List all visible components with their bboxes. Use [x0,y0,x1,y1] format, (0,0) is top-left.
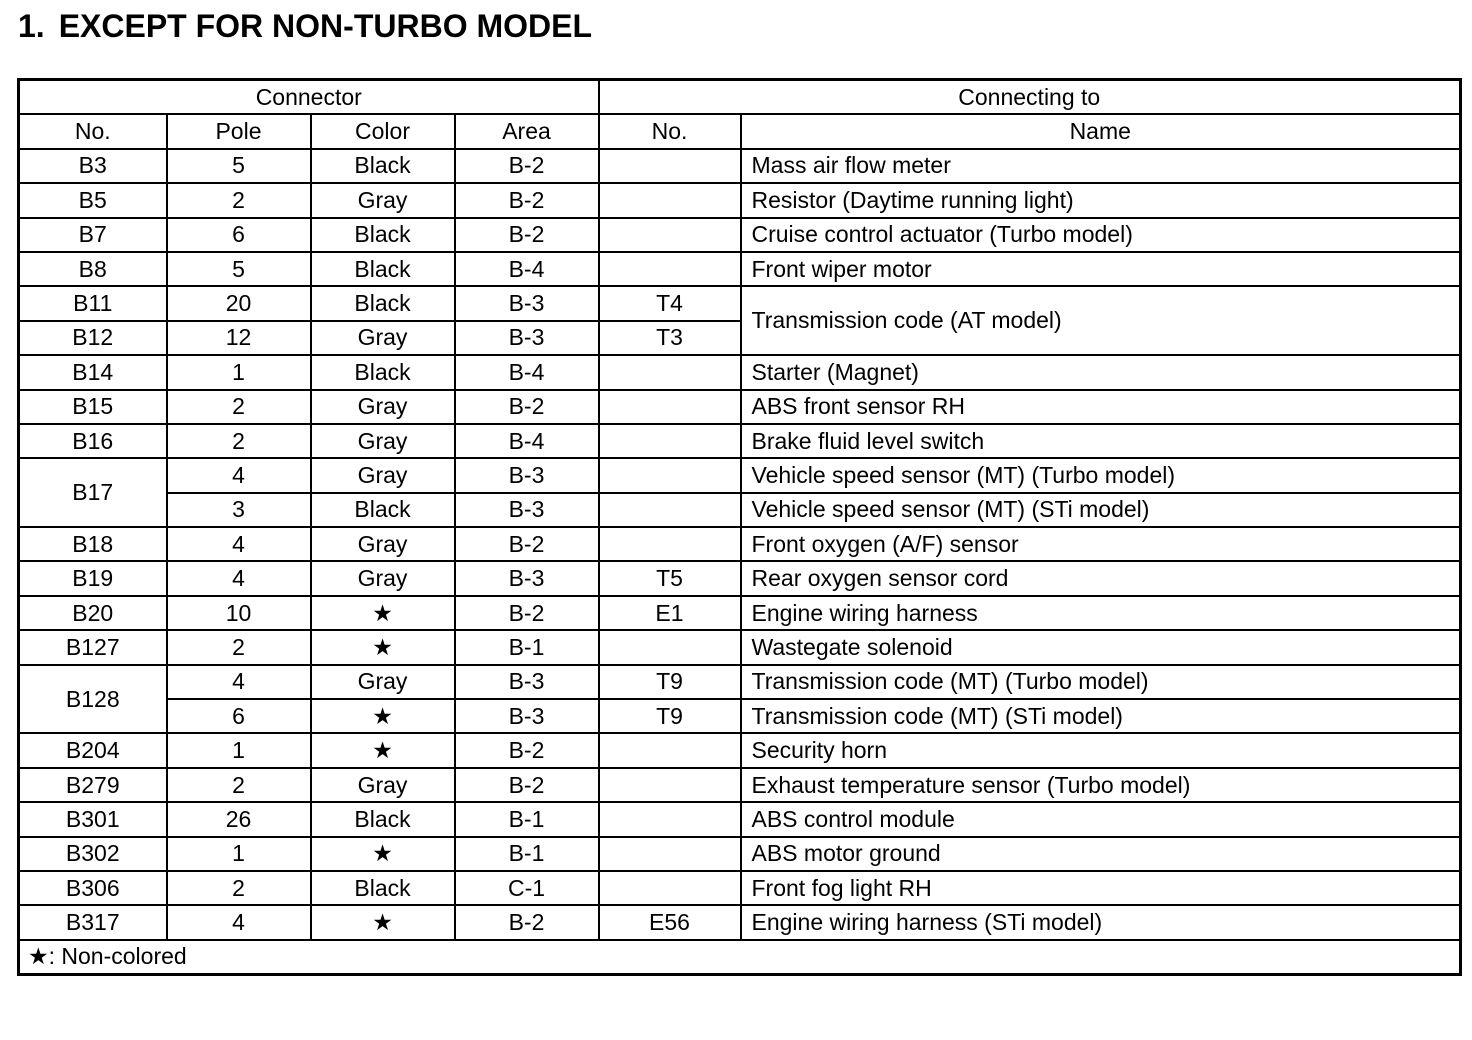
cell-no: B301 [19,802,167,836]
table-row [19,630,1461,664]
table-row [19,493,1461,527]
cell-pole: 4 [167,561,311,595]
cell-pole: 1 [167,837,311,871]
cell-no: B306 [19,871,167,905]
cell-to-no: T9 [599,665,741,699]
cell-area: B-4 [455,424,599,458]
cell-color: Gray [311,665,455,699]
cell-pole: 4 [167,458,311,492]
cell-pole: 2 [167,424,311,458]
table-row [19,802,1461,836]
cell-area: B-3 [455,321,599,355]
cell-pole: 5 [167,149,311,183]
cell-area: B-3 [455,458,599,492]
cell-name: Front fog light RH [741,871,1461,905]
cell-name: Vehicle speed sensor (MT) (Turbo model) [741,458,1461,492]
cell-name: Front oxygen (A/F) sensor [741,527,1461,561]
column-header-row [19,114,1461,148]
cell-to-no [599,768,741,802]
cell-color: Black [311,355,455,389]
cell-name: Mass air flow meter [741,149,1461,183]
cell-color: Black [311,802,455,836]
cell-pole: 6 [167,218,311,252]
cell-color: ★ [311,905,455,939]
group-header-connecting-to: Connecting to [599,80,1461,115]
cell-no: B16 [19,424,167,458]
cell-name: ABS motor ground [741,837,1461,871]
cell-pole: 6 [167,699,311,733]
table-row [19,905,1461,939]
cell-name: Security horn [741,733,1461,767]
cell-no: B11 [19,286,167,320]
cell-to-no [599,802,741,836]
table-row [19,218,1461,252]
column-header-name: Name [741,114,1461,148]
cell-area: B-2 [455,905,599,939]
cell-to-no [599,837,741,871]
cell-no: B8 [19,252,167,286]
table-row [19,286,1461,320]
cell-area: B-3 [455,699,599,733]
table-row [19,424,1461,458]
column-header-to-no: No. [599,114,741,148]
cell-pole: 1 [167,355,311,389]
cell-to-no: E1 [599,596,741,630]
footnote-row [19,940,1461,975]
cell-name: Rear oxygen sensor cord [741,561,1461,595]
cell-area: B-4 [455,355,599,389]
table-row [19,252,1461,286]
cell-no: B317 [19,905,167,939]
cell-pole: 5 [167,252,311,286]
table-row [19,699,1461,733]
cell-pole: 4 [167,905,311,939]
cell-pole: 4 [167,665,311,699]
cell-area: B-3 [455,286,599,320]
cell-area: B-2 [455,596,599,630]
cell-to-no [599,183,741,217]
cell-color: Gray [311,768,455,802]
cell-area: B-3 [455,561,599,595]
cell-color: Black [311,252,455,286]
cell-to-no [599,733,741,767]
cell-pole: 2 [167,871,311,905]
cell-area: B-1 [455,802,599,836]
cell-to-no [599,252,741,286]
cell-area: C-1 [455,871,599,905]
table-row [19,458,1461,492]
cell-to-no [599,149,741,183]
cell-color: Gray [311,561,455,595]
cell-area: B-2 [455,527,599,561]
cell-no: B279 [19,768,167,802]
cell-area: B-4 [455,252,599,286]
cell-color: Gray [311,424,455,458]
cell-pole: 1 [167,733,311,767]
cell-color: ★ [311,630,455,664]
cell-pole: 12 [167,321,311,355]
cell-no: B127 [19,630,167,664]
cell-to-no: T3 [599,321,741,355]
cell-to-no [599,630,741,664]
table-row [19,561,1461,595]
cell-no: B14 [19,355,167,389]
cell-no: B20 [19,596,167,630]
table-row [19,871,1461,905]
column-header-color: Color [311,114,455,148]
cell-area: B-2 [455,218,599,252]
cell-to-no: T4 [599,286,741,320]
column-header-area: Area [455,114,599,148]
cell-no: B128 [19,665,167,734]
cell-color: Gray [311,183,455,217]
cell-area: B-3 [455,665,599,699]
cell-to-no: T9 [599,699,741,733]
cell-name: Cruise control actuator (Turbo model) [741,218,1461,252]
cell-to-no: E56 [599,905,741,939]
cell-name: Resistor (Daytime running light) [741,183,1461,217]
cell-to-no [599,527,741,561]
cell-to-no: T5 [599,561,741,595]
cell-name: ABS front sensor RH [741,390,1461,424]
cell-name: Starter (Magnet) [741,355,1461,389]
cell-color: Black [311,149,455,183]
cell-pole: 20 [167,286,311,320]
cell-area: B-2 [455,768,599,802]
cell-name: Transmission code (MT) (Turbo model) [741,665,1461,699]
cell-color: Gray [311,527,455,561]
cell-pole: 10 [167,596,311,630]
cell-name: Engine wiring harness (STi model) [741,905,1461,939]
cell-to-no [599,458,741,492]
cell-pole: 2 [167,183,311,217]
cell-no: B15 [19,390,167,424]
cell-color: ★ [311,733,455,767]
cell-no: B19 [19,561,167,595]
group-header-row [19,80,1461,115]
cell-color: Black [311,286,455,320]
cell-color: ★ [311,596,455,630]
cell-no: B302 [19,837,167,871]
cell-color: Black [311,218,455,252]
cell-name: Exhaust temperature sensor (Turbo model) [741,768,1461,802]
cell-area: B-2 [455,733,599,767]
table-row [19,596,1461,630]
cell-no: B7 [19,218,167,252]
section-number: 1. [18,8,45,44]
cell-color: Gray [311,321,455,355]
cell-area: B-1 [455,630,599,664]
cell-name: Wastegate solenoid [741,630,1461,664]
cell-to-no [599,218,741,252]
cell-area: B-3 [455,493,599,527]
section-title: EXCEPT FOR NON-TURBO MODEL [58,8,593,44]
cell-to-no [599,493,741,527]
cell-name: Brake fluid level switch [741,424,1461,458]
cell-no: B5 [19,183,167,217]
cell-color: Black [311,871,455,905]
column-header-no: No. [19,114,167,148]
cell-pole: 2 [167,390,311,424]
cell-area: B-1 [455,837,599,871]
cell-no: B17 [19,458,167,527]
cell-pole: 3 [167,493,311,527]
cell-name: ABS control module [741,802,1461,836]
cell-to-no [599,390,741,424]
connector-table [17,78,1462,976]
cell-color: ★ [311,837,455,871]
table-row [19,390,1461,424]
table-row [19,837,1461,871]
section-heading [18,8,592,45]
column-header-pole: Pole [167,114,311,148]
cell-to-no [599,871,741,905]
cell-no: B204 [19,733,167,767]
cell-area: B-2 [455,149,599,183]
cell-name: Vehicle speed sensor (MT) (STi model) [741,493,1461,527]
cell-area: B-2 [455,390,599,424]
cell-no: B3 [19,149,167,183]
cell-no: B12 [19,321,167,355]
cell-to-no [599,424,741,458]
footnote: ★: Non-colored [19,940,1461,975]
table-row [19,527,1461,561]
cell-color: Black [311,493,455,527]
table-row [19,149,1461,183]
table-row [19,665,1461,699]
cell-color: ★ [311,699,455,733]
cell-color: Gray [311,458,455,492]
cell-name: Engine wiring harness [741,596,1461,630]
cell-name: Transmission code (AT model) [741,286,1461,355]
table-row [19,768,1461,802]
cell-to-no [599,355,741,389]
table-row [19,733,1461,767]
cell-pole: 26 [167,802,311,836]
cell-no: B18 [19,527,167,561]
cell-name: Transmission code (MT) (STi model) [741,699,1461,733]
table-row [19,355,1461,389]
cell-color: Gray [311,390,455,424]
cell-pole: 4 [167,527,311,561]
cell-pole: 2 [167,630,311,664]
cell-pole: 2 [167,768,311,802]
cell-area: B-2 [455,183,599,217]
cell-name: Front wiper motor [741,252,1461,286]
table-row [19,183,1461,217]
group-header-connector: Connector [19,80,599,115]
